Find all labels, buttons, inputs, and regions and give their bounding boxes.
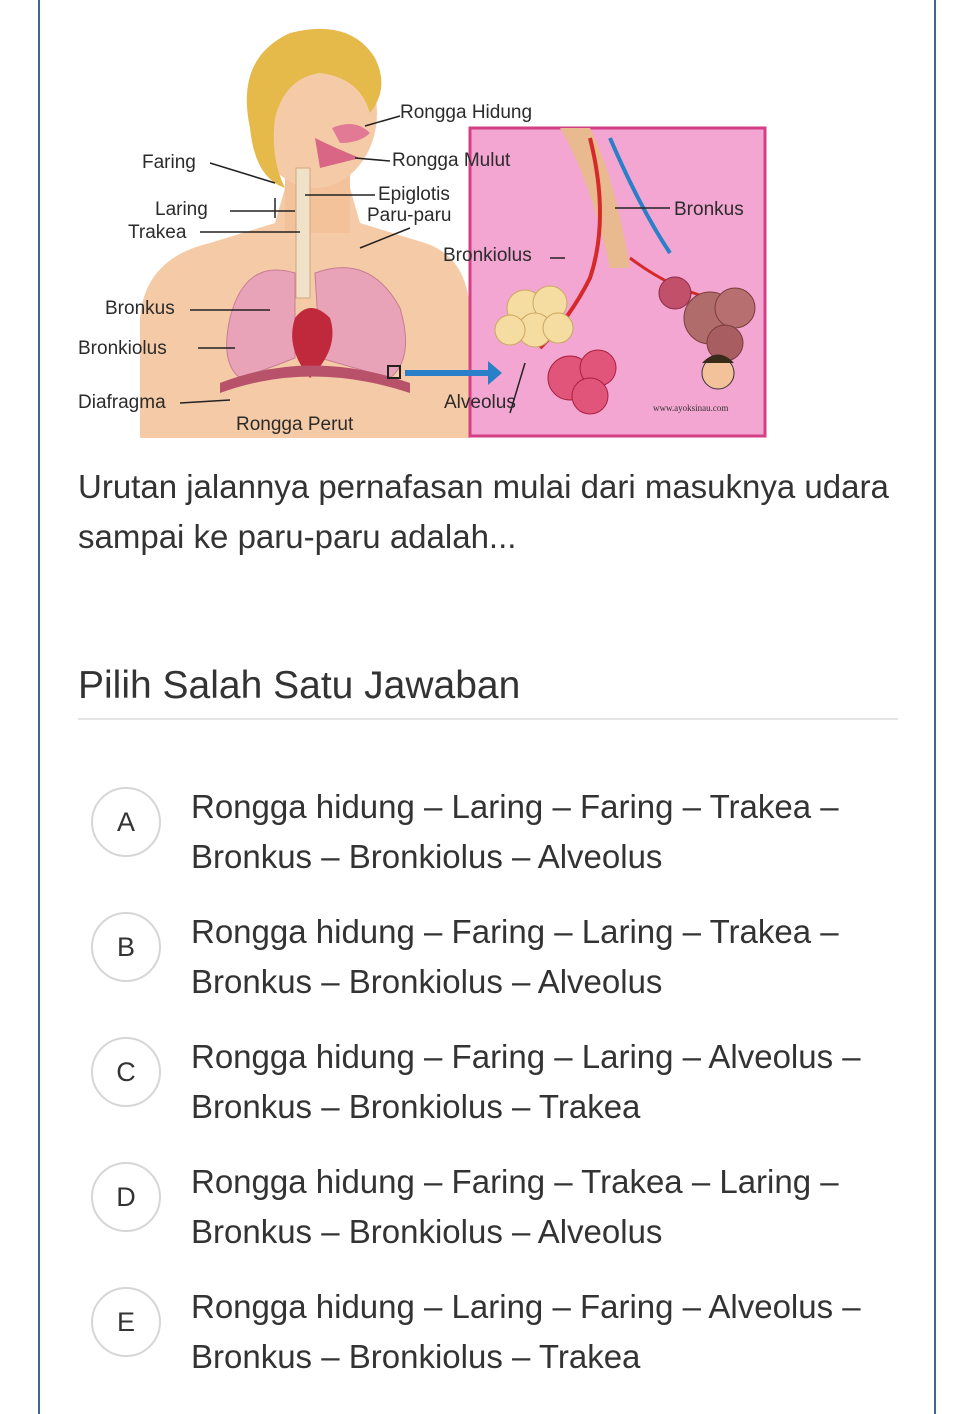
label-bronkus: Bronkus <box>105 298 175 319</box>
label-paru-paru: Paru-paru <box>367 205 452 226</box>
answer-option-c[interactable] <box>78 1032 908 1142</box>
section-divider <box>78 718 898 720</box>
option-letter-badge[interactable]: D <box>91 1162 161 1232</box>
label-epiglotis: Epiglotis <box>378 184 450 205</box>
option-text[interactable]: Rongga hidung – Faring – Trakea – Laring – Bronkus – Bronkiolus – Alveolus <box>191 1163 839 1250</box>
label-bronkiolus: Bronkiolus <box>78 338 167 359</box>
label-laring: Laring <box>155 199 208 220</box>
respiratory-diagram <box>70 18 790 443</box>
label-rongga-mulut: Rongga Mulut <box>392 150 511 171</box>
answer-option-b[interactable] <box>78 907 908 1017</box>
label-diafragma: Diafragma <box>78 392 166 413</box>
option-text[interactable]: Rongga hidung – Faring – Laring – Trakea – Bronkus – Bronkiolus – Alveolus <box>191 913 839 1000</box>
option-letter-badge[interactable]: E <box>91 1287 161 1357</box>
label-rongga-hidung: Rongga Hidung <box>400 102 533 123</box>
option-text[interactable]: Rongga hidung – Laring – Faring – Alveolus – Bronkus – Bronkiolus – Trakea <box>191 1288 861 1375</box>
label-trakea: Trakea <box>128 222 187 243</box>
answers-section-title: Pilih Salah Satu Jawaban <box>78 664 521 707</box>
answer-option-e[interactable] <box>78 1282 908 1392</box>
option-text[interactable]: Rongga hidung – Faring – Laring – Alveolus – Bronkus – Bronkiolus – Trakea <box>191 1038 861 1125</box>
answer-option-d[interactable] <box>78 1157 908 1267</box>
label-alveolus: Alveolus <box>444 392 516 413</box>
trachea-shape <box>296 168 310 298</box>
label-bronkus-inset: Bronkus <box>674 199 744 220</box>
answer-option-a[interactable] <box>78 782 908 892</box>
option-letter-badge[interactable]: C <box>91 1037 161 1107</box>
label-rongga-perut: Rongga Perut <box>236 414 354 435</box>
alveolus-inset-box <box>470 128 765 436</box>
label-bronkiolus-inset: Bronkiolus <box>443 245 532 266</box>
question-text: Urutan jalannya pernafasan mulai dari masuknya udara sampai ke paru-paru adalah... <box>78 468 889 555</box>
label-faring: Faring <box>142 152 196 173</box>
option-letter-badge[interactable]: B <box>91 912 161 982</box>
option-letter-badge[interactable]: A <box>91 787 161 857</box>
option-text[interactable]: Rongga hidung – Laring – Faring – Trakea – Bronkus – Bronkiolus – Alveolus <box>191 788 839 875</box>
watermark-text: www.ayoksinau.com <box>653 403 729 413</box>
